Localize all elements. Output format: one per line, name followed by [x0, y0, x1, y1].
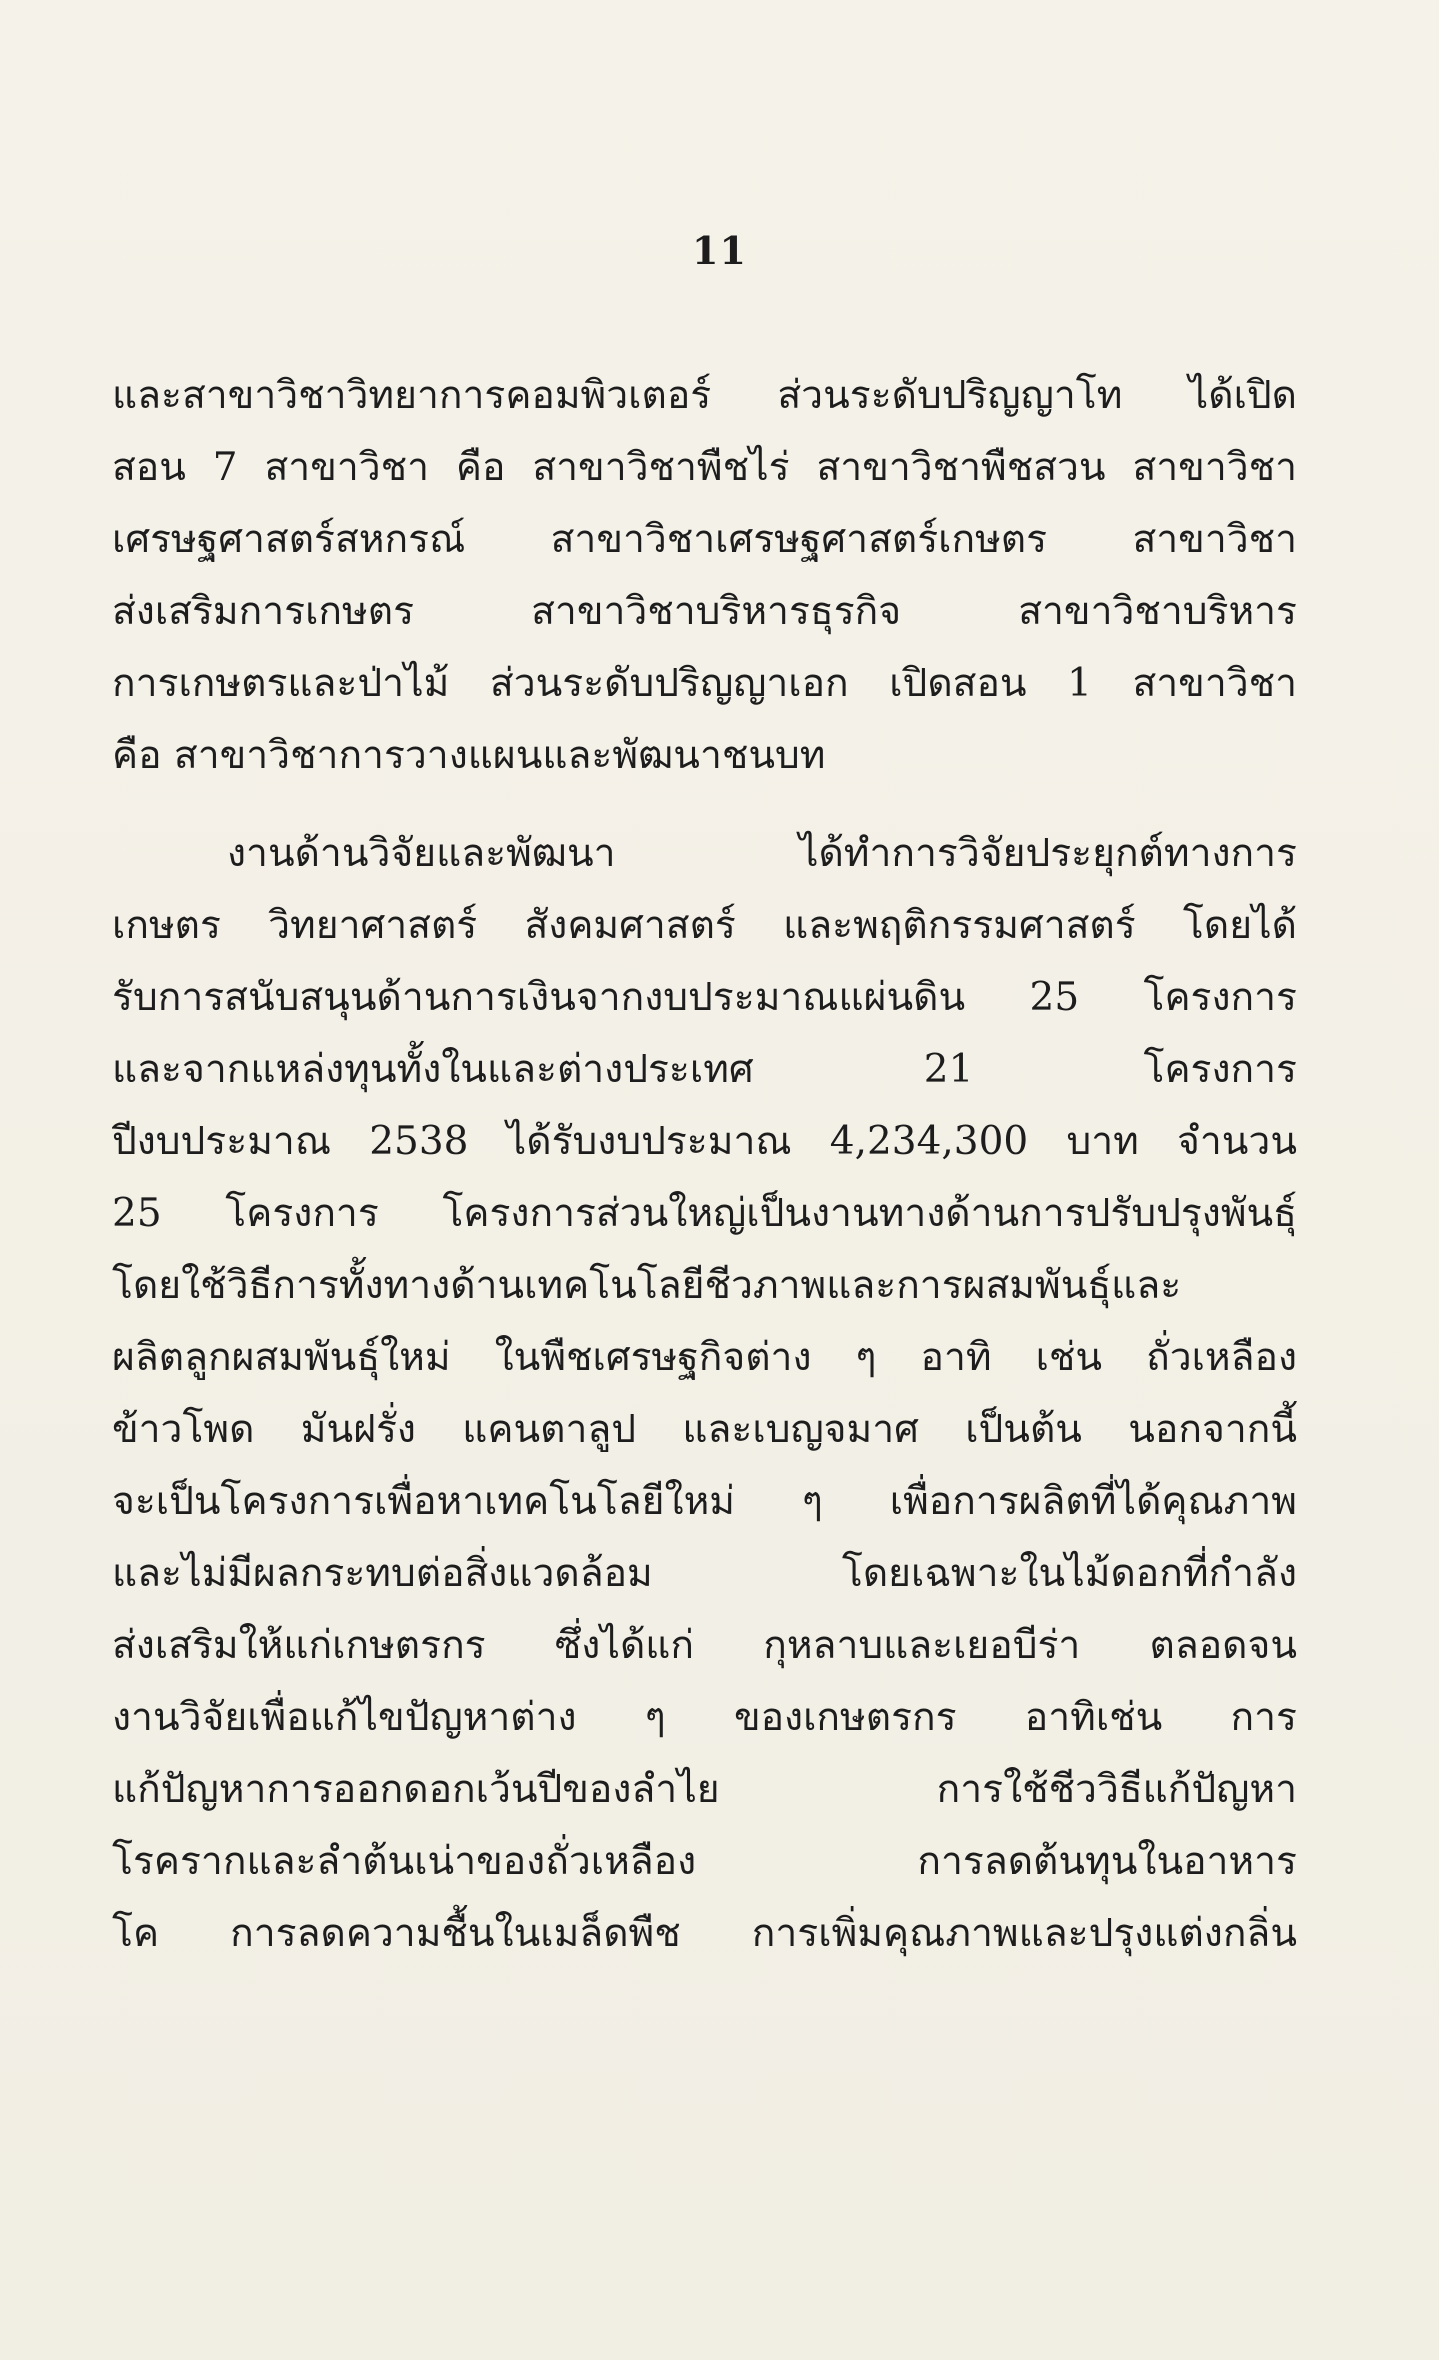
- text-line: เกษตร วิทยาศาสตร์ สังคมศาสตร์ และพฤติกรรมศาสตร์ โดยได้: [112, 903, 1297, 948]
- text-line: ข้าวโพด มันฝรั่ง แคนตาลูป และเบญจมาศ เป็นต้น นอกจากนี้: [112, 1407, 1297, 1452]
- text-line: ผลิตลูกผสมพันธุ์ใหม่ ในพืชเศรษฐกิจต่าง ๆ อาทิ เช่น ถั่วเหลือง: [112, 1335, 1297, 1380]
- body-text: [112, 360, 1297, 1970]
- text-line: การเกษตรและป่าไม้ ส่วนระดับปริญญาเอก เปิดสอน 1 สาขาวิชา: [112, 661, 1297, 706]
- text-line: และสาขาวิชาวิทยาการคอมพิวเตอร์ ส่วนระดับปริญญาโท ได้เปิด: [112, 373, 1297, 418]
- text-line: โรครากและลำต้นเน่าของถั่วเหลือง การลดต้นทุนในอาหาร: [112, 1839, 1297, 1884]
- text-line: 25 โครงการ โครงการส่วนใหญ่เป็นงานทางด้านการปรับปรุงพันธุ์: [112, 1191, 1297, 1236]
- text-line: เศรษฐศาสตร์สหกรณ์ สาขาวิชาเศรษฐศาสตร์เกษตร สาขาวิชา: [112, 517, 1297, 562]
- paragraph-curriculum: [112, 360, 1297, 792]
- text-line: สอน 7 สาขาวิชา คือ สาขาวิชาพืชไร่ สาขาวิชาพืชสวน สาขาวิชา: [112, 445, 1297, 490]
- text-line: ส่งเสริมให้แก่เกษตรกร ซึ่งได้แก่ กุหลาบและเยอบีร่า ตลอดจน: [112, 1623, 1297, 1668]
- text-line: โดยใช้วิธีการทั้งทางด้านเทคโนโลยีชีวภาพและการผสมพันธุ์และ: [112, 1263, 1182, 1308]
- text-line: โค การลดความชื้นในเมล็ดพืช การเพิ่มคุณภาพและปรุงแต่งกลิ่น: [112, 1911, 1297, 1956]
- text-line: งานวิจัยเพื่อแก้ไขปัญหาต่าง ๆ ของเกษตรกร อาทิเช่น การ: [112, 1695, 1297, 1740]
- text-line: คือ สาขาวิชาการวางแผนและพัฒนาชนบท: [112, 733, 826, 778]
- text-line: งานด้านวิจัยและพัฒนา ได้ทำการวิจัยประยุกต์ทางการ: [227, 831, 1297, 876]
- text-line: จะเป็นโครงการเพื่อหาเทคโนโลยีใหม่ ๆ เพื่อการผลิตที่ได้คุณภาพ: [112, 1479, 1297, 1524]
- text-line: ปีงบประมาณ 2538 ได้รับงบประมาณ 4,234,300 บาท จำนวน: [112, 1119, 1297, 1164]
- text-line: และจากแหล่งทุนทั้งในและต่างประเทศ 21 โครงการ: [112, 1047, 1297, 1092]
- paragraph-research: [112, 818, 1297, 1970]
- text-line: และไม่มีผลกระทบต่อสิ่งแวดล้อม โดยเฉพาะในไม้ดอกที่กำลัง: [112, 1551, 1297, 1596]
- text-line: รับการสนับสนุนด้านการเงินจากงบประมาณแผ่นดิน 25 โครงการ: [112, 975, 1297, 1020]
- page-number: 11: [692, 228, 747, 273]
- text-line: แก้ปัญหาการออกดอกเว้นปีของลำไย การใช้ชีววิธีแก้ปัญหา: [112, 1767, 1297, 1812]
- paragraph-gap: [112, 792, 1297, 818]
- text-line: ส่งเสริมการเกษตร สาขาวิชาบริหารธุรกิจ สาขาวิชาบริหาร: [112, 589, 1297, 634]
